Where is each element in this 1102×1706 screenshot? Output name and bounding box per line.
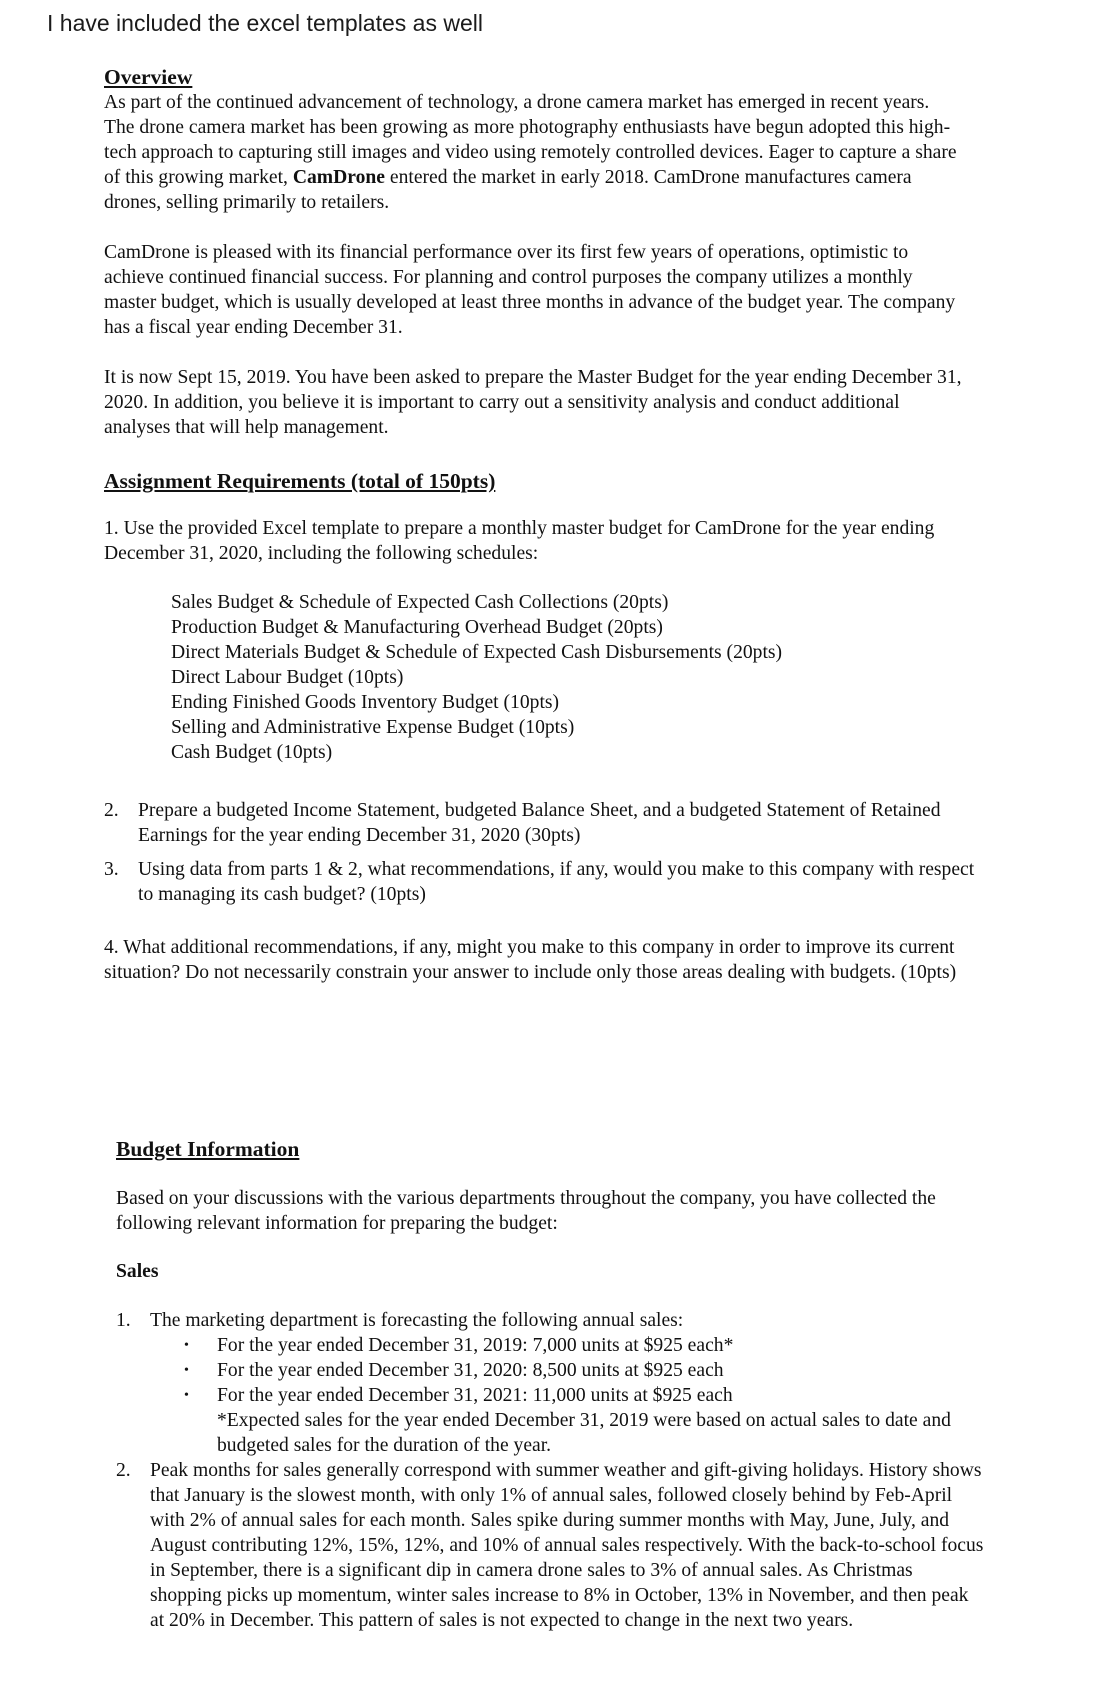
schedule-item: Ending Finished Goods Inventory Budget (10pts) bbox=[171, 692, 560, 713]
budget-information-section bbox=[116, 1136, 986, 1633]
sales-item-1 bbox=[116, 1308, 986, 1333]
overview-paragraph-2: CamDrone is pleased with its financial performance over its first few years of operations, optimistic to achieve continued financial success. For planning and control purposes the company utilizes a monthly master budget, which is usually developed at least three months in advance of the budget year. The company has a fiscal year ending December 31. bbox=[104, 242, 956, 338]
requirement-4: 4. What additional recommendations, if any, might you make to this company in order to improve its current situation? Do not necessarily constrain your answer to include only those areas dealing with budgets. (10pts) bbox=[104, 937, 957, 983]
document-body bbox=[104, 64, 984, 985]
schedule-item: Cash Budget (10pts) bbox=[171, 742, 333, 763]
schedule-item: Direct Labour Budget (10pts) bbox=[171, 667, 404, 688]
sales-item-2-text: Peak months for sales generally correspond with summer weather and gift-giving holidays. History shows that January is the slowest month, with only 1% of annual sales, followed closely behind by Feb-April with 2% of annual sales for each month. Sales spike during summer months with May, June, July, and August contributing 12%, 15%, 12%, and 10% of annual sales respectively. With the back-to-school focus in September, there is a significant dip in camera drone sales to 3% of annual sales. As Christmas shopping picks up momentum, winter sales increase to 8% in October, 13% in November, and then peak at 20% in December. This pattern of sales is not expected to change in the next two years. bbox=[150, 1460, 984, 1631]
list-item bbox=[184, 1358, 986, 1383]
schedule-item: Sales Budget & Schedule of Expected Cash Collections (20pts) bbox=[171, 592, 669, 613]
sales-item-1-text: The marketing department is forecasting the following annual sales: bbox=[150, 1310, 684, 1331]
requirement-3 bbox=[104, 857, 984, 907]
requirement-2-number: 2. bbox=[104, 800, 119, 821]
requirement-2-text: Prepare a budgeted Income Statement, budgeted Balance Sheet, and a budgeted Statement of Retained Earnings for the year ending December 31, 2020 (30pts) bbox=[138, 800, 941, 846]
budget-heading: Budget Information bbox=[116, 1137, 300, 1161]
requirement-3-number: 3. bbox=[104, 859, 119, 880]
schedule-item: Production Budget & Manufacturing Overhead Budget (20pts) bbox=[171, 617, 663, 638]
overview-paragraph-1 bbox=[104, 90, 964, 215]
bullet-icon: • bbox=[184, 1388, 189, 1403]
overview-heading: Overview bbox=[104, 65, 193, 89]
bullet-icon: • bbox=[184, 1363, 189, 1378]
list-item bbox=[184, 1333, 986, 1358]
sales-item-2 bbox=[116, 1458, 986, 1633]
requirement-1: 1. Use the provided Excel template to prepare a monthly master budget for CamDrone for the year ending December 31, 2020, including the following schedules: bbox=[104, 518, 935, 564]
sales-heading: Sales bbox=[116, 1261, 159, 1282]
schedule-item: Direct Materials Budget & Schedule of Expected Cash Disbursements (20pts) bbox=[171, 642, 783, 663]
budget-intro: Based on your discussions with the various departments throughout the company, you have collected the following relevant information for preparing the budget: bbox=[116, 1188, 936, 1234]
sales-item-2-number: 2. bbox=[116, 1460, 131, 1481]
overview-paragraph-3: It is now Sept 15, 2019. You have been asked to prepare the Master Budget for the year ending December 31, 2020. In addition, you believe it is important to carry out a sensitivity analysis and conduct additional analyses that will help management. bbox=[104, 367, 962, 438]
assignment-heading: Assignment Requirements (total of 150pts) bbox=[104, 469, 496, 493]
intro-line: I have included the excel templates as well bbox=[47, 10, 483, 36]
bullet-icon: • bbox=[184, 1338, 189, 1353]
list-item bbox=[184, 1383, 986, 1408]
schedule-list bbox=[171, 590, 984, 765]
requirement-2 bbox=[104, 798, 984, 848]
schedule-item: Selling and Administrative Expense Budget (10pts) bbox=[171, 717, 575, 738]
requirement-3-text: Using data from parts 1 & 2, what recommendations, if any, would you make to this company with respect to managing its cash budget? (10pts) bbox=[138, 859, 975, 905]
sales-forecast-list bbox=[184, 1333, 986, 1408]
sales-item-1-number: 1. bbox=[116, 1310, 131, 1331]
list-item-text: For the year ended December 31, 2021: 11,000 units at $925 each bbox=[217, 1385, 733, 1406]
sales-footnote: *Expected sales for the year ended December 31, 2019 were based on actual sales to date and budgeted sales for the duration of the year. bbox=[217, 1410, 951, 1456]
list-item-text: For the year ended December 31, 2020: 8,500 units at $925 each bbox=[217, 1360, 724, 1381]
company-name: CamDrone bbox=[292, 167, 385, 188]
overview-paragraph-1-end: entered the market in early 2018. CamDrone manufactures camera drones, selling primarily to retailers. bbox=[104, 167, 912, 213]
overview-paragraph-1-start: As part of the continued advancement of technology, a drone camera market has emerged in recent years. The drone camera market has been growing as more photography enthusiasts have begun adopted this high-tech approach to capturing still images and video using remotely controlled devices. Eager to capture a share of this growing market, bbox=[104, 92, 957, 188]
list-item-text: For the year ended December 31, 2019: 7,000 units at $925 each* bbox=[217, 1335, 734, 1356]
